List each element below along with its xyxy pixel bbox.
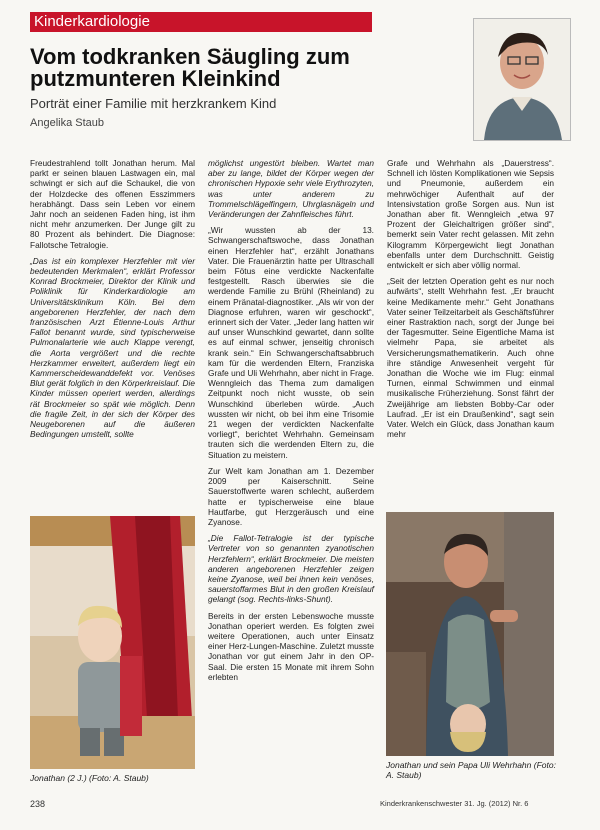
column-3 [387,158,554,445]
photo-jonathan [30,516,195,769]
paragraph: „Die Fallot-Tetralogie ist der typische Vertreter von so genannten zyanotischen Herzfehlern“, erklärt Brockmeier. Die meisten anderen angeborenen Herzfehler zeigen keine Zyanose, weil bei ihnen kein venöses, sauerstoffarmes Blut in den großen Kreislauf gelangt (sog. Rechts-links-Shunt). [208,533,374,605]
article-author: Angelika Staub [30,117,104,129]
paragraph: „Das ist ein komplexer Herzfehler mit vier bedeutenden Merkmalen“, erklärt Professor Konrad Brockmeier, Direktor der Klinik und Poliklinik für Kinderkardiologie am Universitätsklinikum Köln. Bei dem angeborenen Herzfehler, der nach dem französischen Arzt Étienne-Louis Arthur Fallot benannt wurde, sind typischerweise Pulmonalarterie wie auch Klappe verengt, die Aorta vergrößert und die rechte Herzkammer erweitert, außerdem liegt ein Kammerscheidewanddefekt vor. Venöses Blut gerät folglich in den Körperkreislauf. Die Kinder müssen operiert werden, allerdings rät Brockmeier so spät wie möglich. Denn die fragile Zeit, in der sich der Körper des Neugeborenen auf die äußeren Bedingungen umstellt, sollte [30,255,195,440]
photo-caption-right: Jonathan und sein Papa Uli Wehrhahn (Foto: A. Staub) [386,760,556,780]
author-portrait [473,18,571,141]
section-bar [30,12,372,32]
paragraph: möglichst ungestört bleiben. Wartet man aber zu lange, bildet der Körper wegen der chronischen Hypoxie sehr viele Erythrozyten, was unter anderem zu Trommelschlägelfingern, Uhrglasnägeln und Veränderungen der Zahnfleisches führt. [208,158,375,220]
paragraph: „Wir wussten ab der 13. Schwangerschaftswoche, dass Jonathan einen Herzfehler hat“, erzählt Jonathans Vater. Die Frauenärztin hatte per Ultraschall beim Fötus eine verdickte Nackenfalte festgestellt. Rasch überwies sie die werdende Familie zu Brühl (Rheinland) zu einem Pränatal-diagnostiker. „Als wir von der Diagnose erfuhren, waren wir geschockt“, erinnert sich der Vater. „Jeder lang hatten wir auf unser Wunschkind gewartet, dann sollte es auf einmal schwer, jenseitig chronisch krank sein.“ Ein Schwangerschaftsabbruch kam für die werdenden Eltern, Franziska Grafe und Uli Wehrhahn, aber nicht in Frage. Wenngleich das Thema zum damaligen Zeitpunkt noch nicht wusste, ob sein Wunschkind überleben würde. „Auch wussten wir nicht, ob bei ihm eine Trisomie 21 wegen der verdickten Nackenfalte vorliegt“, berichtet Wehrhahn. Gemeinsam trauten sich die werdenden Eltern zu, die Situation zu meistern. [208,225,374,460]
photo-caption-left: Jonathan (2 J.) (Foto: A. Staub) [30,773,149,783]
column-1 [30,158,195,445]
section-label: Kinderkardiologie [34,13,150,30]
article-subtitle: Porträt einer Familie mit herzkrankem Kind [30,96,277,111]
column-2 [208,158,374,688]
paragraph: Grafe und Wehrhahn als „Dauerstress“. Schnell ich lösten Komplikationen wie Sepsis und Pneumonie, außerdem ein mehrwöchiger Aufenthalt auf der Intensivstation große Sorgen aus. Nun ist Jonathan aber fit. Wenngleich „etwa 97 Prozent der Gleichaltrigen größer sind“, bemerkt sein Vater recht gelassen. Mit zehn Kilogramm Körpergewicht liegt Jonathan ebenfalls unter dem Durchschnitt. Geistig entwickelt er sich aber völlig normal. [387,158,554,271]
article-title: Vom todkranken Säugling zum putzmunteren Kleinkind [30,44,350,91]
paragraph: Freudestrahlend tollt Jonathan herum. Mal parkt er seinen blauen Lastwagen ein, mal schwingt er sich auf die Schaukel, die von der Holzdecke des offenen Esszimmers herabhängt. Dass sein Leben vor einem Jahr noch an seidenen Faden hing, ist ihm nicht mehr anzumerken. Der Junge gilt zu 80 Prozent als behindert. Die Diagnose: Fallotsche Tetralogie. [30,158,195,250]
photo-father-son [386,512,554,756]
journal-footer: Kinderkrankenschwester 31. Jg. (2012) Nr. 6 [380,799,529,808]
paragraph: „Seit der letzten Operation geht es nur noch aufwärts“, stellt Wehrhahn fest. „Er braucht keine Medikamente mehr.“ Geht Jonathans Vater seiner Teilzeitarbeit als Geschäftsführer einer Rastraktion nach, sorgt der Junge bei der Tagesmutter. Seine Eigentliche Mama ist vielmehr Papa, sie arbeitet als Versicherungsmathematikerin. Auch ohne ihre ständige Anwesenheit vergeht für Jonathan die Woche wie im Flug: einmal Turnen, einmal Schwimmen und einmal musikalische Früherziehung. Sonst fährt der Zweijährige am liebsten Bobby-Car oder Laufrad. „Er ist ein Draußenkind“, sagt sein Vater. Welch ein Glück, dass Jonathan kaum mehr [387,276,554,440]
paragraph: Bereits in der ersten Lebenswoche musste Jonathan operiert werden. Es folgten zwei weitere Operationen, auch unter Einsatz einer Herz-Lungen-Maschine. Zuletzt musste Jonathan vor gut einem Jahr in den OP-Saal. Die ersten 15 Monate mit ihrem Sohn erlebten [208,610,374,682]
paragraph: Zur Welt kam Jonathan am 1. Dezember 2009 per Kaiserschnitt. Seine Sauerstoffwerte waren schlecht, außerdem hatte er typischerweise eine blaue Hautfarbe, gut Herzgeräusch und eine Zyanose. [208,465,374,527]
page-number: 238 [30,799,46,809]
